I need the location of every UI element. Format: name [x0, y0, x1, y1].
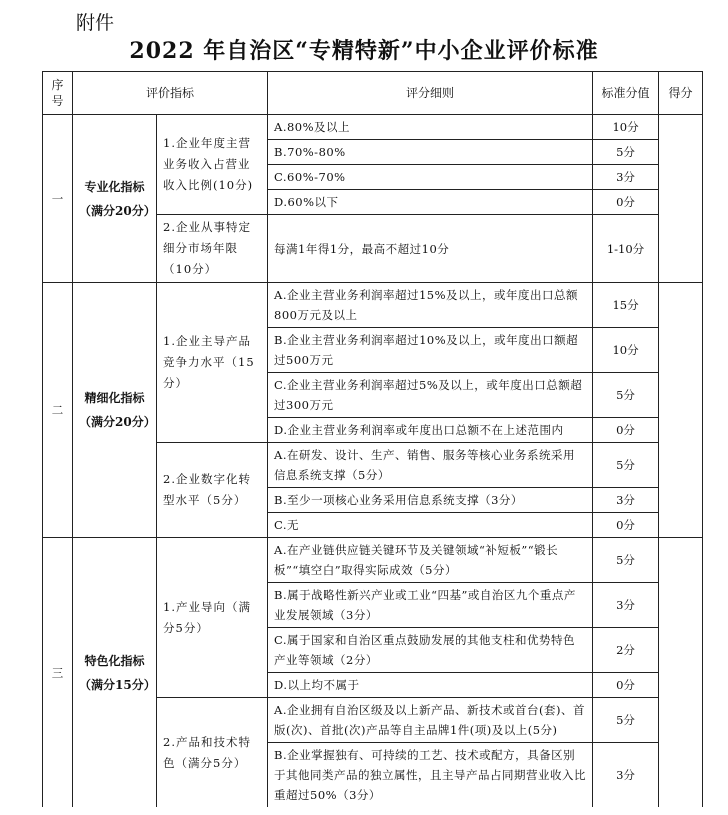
- criteria-cell: B.企业主营业务利润率超过10%及以上，或年度出口额超过500万元: [268, 328, 593, 373]
- criteria-cell: D.企业主营业务利润率或年度出口总额不在上述范围内: [268, 418, 593, 443]
- section-number: 二: [43, 283, 73, 538]
- criteria-cell: D.60%以下: [268, 190, 593, 215]
- standard-score-cell: 2分: [593, 628, 659, 673]
- standard-score-cell: 3分: [593, 165, 659, 190]
- table-header-row: [43, 72, 703, 115]
- standard-score-cell: 3分: [593, 743, 659, 808]
- standard-score-cell: 5分: [593, 140, 659, 165]
- standard-score-cell: 10分: [593, 328, 659, 373]
- criteria-cell: C.属于国家和自治区重点鼓励发展的其他支柱和优势特色产业等领域（2分）: [268, 628, 593, 673]
- criteria-cell: B.至少一项核心业务采用信息系统支撑（3分）: [268, 488, 593, 513]
- standard-score-cell: 3分: [593, 583, 659, 628]
- column-header-criteria: 评分细则: [268, 72, 593, 115]
- column-header-standard-score: 标准分值: [593, 72, 659, 115]
- section-category: 专业化指标（满分20分）: [73, 115, 157, 283]
- standard-score-cell: 5分: [593, 443, 659, 488]
- criteria-cell: C.60%-70%: [268, 165, 593, 190]
- criteria-cell: A.在研发、设计、生产、销售、服务等核心业务系统采用信息系统支撑（5分）: [268, 443, 593, 488]
- indicator-cell: 1.企业年度主营业务收入占营业收入比例(10分): [157, 115, 268, 215]
- standard-score-cell: 1-10分: [593, 215, 659, 283]
- section-category: 精细化指标（满分20分）: [73, 283, 157, 538]
- criteria-cell: 每满1年得1分，最高不超过10分: [268, 215, 593, 283]
- column-header-score: 得分: [659, 72, 703, 115]
- criteria-cell: A.在产业链供应链关键环节及关键领域“补短板”“锻长板”“填空白”取得实际成效（5分）: [268, 538, 593, 583]
- criteria-cell: A.80%及以上: [268, 115, 593, 140]
- criteria-cell: B.企业掌握独有、可持续的工艺、技术或配方，具备区别于其他同类产品的独立属性，且主导产品占同期营业收入比重超过50%（3分）: [268, 743, 593, 808]
- table-row: [43, 283, 703, 328]
- standard-score-cell: 5分: [593, 538, 659, 583]
- standard-score-cell: 0分: [593, 418, 659, 443]
- evaluation-table: [42, 71, 703, 807]
- section-number: 三: [43, 538, 73, 808]
- criteria-cell: C.企业主营业务利润率超过5%及以上，或年度出口总额超过300万元: [268, 373, 593, 418]
- criteria-cell: B.70%-80%: [268, 140, 593, 165]
- standard-score-cell: 5分: [593, 698, 659, 743]
- indicator-cell: 1.企业主导产品竞争力水平（15分）: [157, 283, 268, 443]
- indicator-cell: 2.企业从事特定细分市场年限（10分）: [157, 215, 268, 283]
- criteria-cell: A.企业拥有自治区级及以上新产品、新技术或首台(套)、首版(次)、首批(次)产品等自主品牌1件(项)及以上(5分): [268, 698, 593, 743]
- section-category: 特色化指标（满分15分）: [73, 538, 157, 808]
- criteria-cell: D.以上均不属于: [268, 673, 593, 698]
- score-entry-cell[interactable]: [659, 115, 703, 283]
- standard-score-cell: 0分: [593, 673, 659, 698]
- standard-score-cell: 0分: [593, 190, 659, 215]
- criteria-cell: B.属于战略性新兴产业或工业“四基”或自治区九个重点产业发展领域（3分）: [268, 583, 593, 628]
- table-row: [43, 538, 703, 583]
- page-title: 2022 年自治区“专精特新”中小企业评价标准: [129, 38, 599, 64]
- indicator-cell: 2.产品和技术特色（满分5分）: [157, 698, 268, 808]
- standard-score-cell: 15分: [593, 283, 659, 328]
- column-header-indicator: 评价指标: [73, 72, 268, 115]
- standard-score-cell: 3分: [593, 488, 659, 513]
- table-row: [43, 115, 703, 140]
- indicator-cell: 2.企业数字化转型水平（5分）: [157, 443, 268, 538]
- criteria-cell: A.企业主营业务利润率超过15%及以上，或年度出口总额800万元及以上: [268, 283, 593, 328]
- standard-score-cell: 5分: [593, 373, 659, 418]
- column-header-number: 序号: [43, 72, 73, 115]
- score-entry-cell[interactable]: [659, 538, 703, 808]
- score-entry-cell[interactable]: [659, 283, 703, 538]
- indicator-cell: 1.产业导向（满分5分）: [157, 538, 268, 698]
- standard-score-cell: 10分: [593, 115, 659, 140]
- criteria-cell: C.无: [268, 513, 593, 538]
- attachment-label: 附件: [76, 12, 115, 34]
- section-number: 一: [43, 115, 73, 283]
- standard-score-cell: 0分: [593, 513, 659, 538]
